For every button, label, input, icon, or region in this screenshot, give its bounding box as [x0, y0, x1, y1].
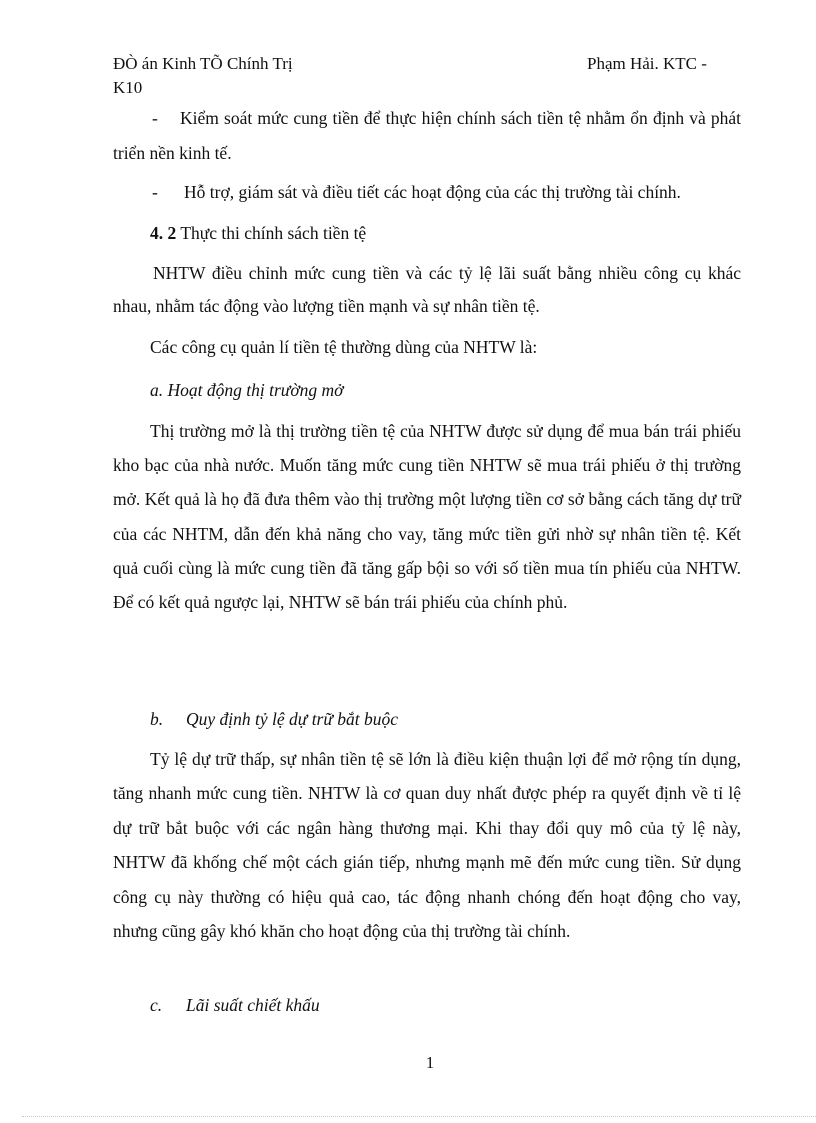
- header-class: K10: [113, 78, 143, 97]
- bullet-item: [113, 101, 741, 171]
- subheading-c-text: Lãi suất chiết khấu: [186, 995, 320, 1015]
- bullet-item: [113, 176, 741, 208]
- paragraph-reserve-ratio: Tỷ lệ dự trữ thấp, sự nhân tiền tệ sẽ lớn là điều kiện thuận lợi để mở rộng tín dụng, tăng nhanh mức cung tiền. NHTW là cơ quan duy nhất được phép ra quyết định về tỉ lệ dự trữ bắt buộc với các ngân hàng thương mại. Khi thay đổi quy mô của tỷ lệ này, NHTW đã khống chế một cách gián tiếp, nhưng mạnh mẽ đến mức cung tiền. Sử dụng công cụ này thường có hiệu quả cao, tác động nhanh chóng đến hoạt động cho vay, nhưng cũng gây khó khăn cho hoạt động của thị trường tài chính.: [113, 749, 741, 942]
- paragraph-open-market: Thị trường mở là thị trường tiền tệ của NHTW được sử dụng để mua bán trái phiếu kho bạc của nhà nước. Muốn tăng mức cung tiền NHTW sẽ mua trái phiếu ở thị trường mở. Kết quả là họ đã đưa thêm vào thị trường một lượng tiền cơ sở bằng cách tăng dự trữ của các NHTM, dẫn đến khả năng cho vay, tăng mức tiền gửi nhờ sự nhân tiền tệ. Kết quả cuối cùng là mức cung tiền đã tăng gấp bội so với số tiền mua tín phiếu của NHTW. Để có kết quả ngược lại, NHTW sẽ bán trái phiếu của chính phủ.: [113, 421, 741, 613]
- section-heading: [113, 217, 741, 249]
- page-bottom-divider: [22, 1116, 816, 1117]
- bullet-text: Kiểm soát mức cung tiền để thực hiện chính sách tiền tệ nhằm ổn định và phát triển nền kinh tế.: [113, 108, 741, 163]
- bullet-dash: -: [152, 108, 158, 128]
- page-number: 1: [425, 1053, 435, 1072]
- subheading-b: [113, 703, 741, 735]
- paragraph-tools: Các công cụ quản lí tiền tệ thường dùng của NHTW là:: [150, 337, 538, 357]
- subheading-c: [113, 989, 741, 1021]
- bullet-text: Hỗ trợ, giám sát và điều tiết các hoạt động của các thị trường tài chính.: [184, 182, 681, 202]
- header-title: ĐÒ án Kinh TÕ Chính Trị: [113, 54, 293, 73]
- paragraph-intro: NHTW điều chỉnh mức cung tiền và các tỷ lệ lãi suất bằng nhiều công cụ khác nhau, nhằm tác động vào lượng tiền mạnh và sự nhân tiền tệ.: [113, 263, 741, 316]
- bullet-dash: -: [152, 182, 158, 202]
- section-title: Thực thi chính sách tiền tệ: [180, 223, 367, 243]
- subheading-b-letter: b.: [150, 709, 164, 729]
- subheading-b-text: Quy định tỷ lệ dự trữ bắt buộc: [186, 709, 399, 729]
- subheading-c-letter: c.: [150, 995, 163, 1015]
- subheading-a: a. Hoạt động thị trường mở: [150, 380, 344, 400]
- header-author: Phạm Hải. KTC -: [587, 54, 707, 73]
- section-number: 4. 2: [150, 223, 177, 243]
